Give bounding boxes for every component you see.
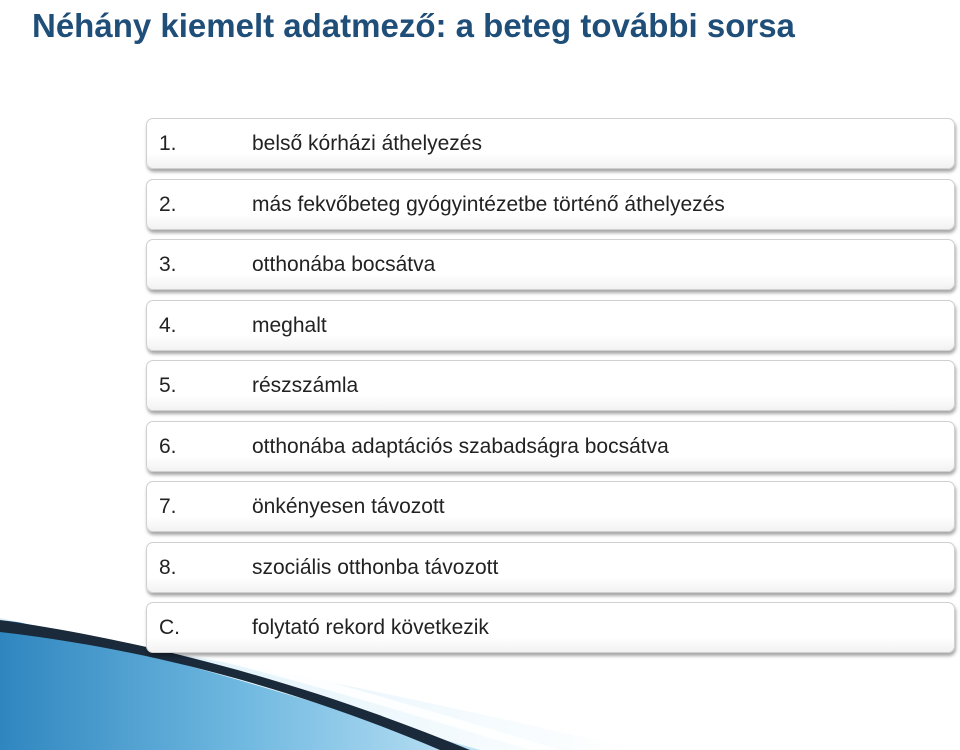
item-label: részszámla xyxy=(252,374,359,397)
discharge-status-list xyxy=(146,118,955,663)
list-item xyxy=(146,179,955,230)
item-number: 2. xyxy=(159,192,177,216)
item-number: 7. xyxy=(159,495,177,518)
list-item xyxy=(146,421,955,472)
item-number: 6. xyxy=(159,434,177,458)
item-label: szociális otthonba távozott xyxy=(252,555,499,579)
item-label: meghalt xyxy=(252,313,327,337)
item-label: más fekvőbeteg gyógyintézetbe történő áthelyezés xyxy=(252,192,725,216)
item-label: otthonába bocsátva xyxy=(252,253,436,276)
item-label: otthonába adaptációs szabadságra bocsátva xyxy=(252,434,669,458)
list-item xyxy=(146,542,955,593)
item-label: belső kórházi áthelyezés xyxy=(252,132,482,155)
list-item xyxy=(146,118,955,169)
list-item xyxy=(146,602,955,653)
item-number: 4. xyxy=(159,313,177,337)
item-number: 5. xyxy=(159,374,177,397)
item-label: önkényesen távozott xyxy=(252,495,445,518)
item-number: 3. xyxy=(159,253,177,276)
list-item xyxy=(146,239,955,290)
list-item xyxy=(146,360,955,411)
page-title: Néhány kiemelt adatmező: a beteg további sorsa xyxy=(32,7,795,44)
item-number: 1. xyxy=(159,132,177,155)
item-label: folytató rekord következik xyxy=(252,616,489,639)
item-number: 8. xyxy=(159,555,177,579)
list-item xyxy=(146,300,955,351)
list-item xyxy=(146,481,955,532)
item-number: C. xyxy=(159,616,180,639)
